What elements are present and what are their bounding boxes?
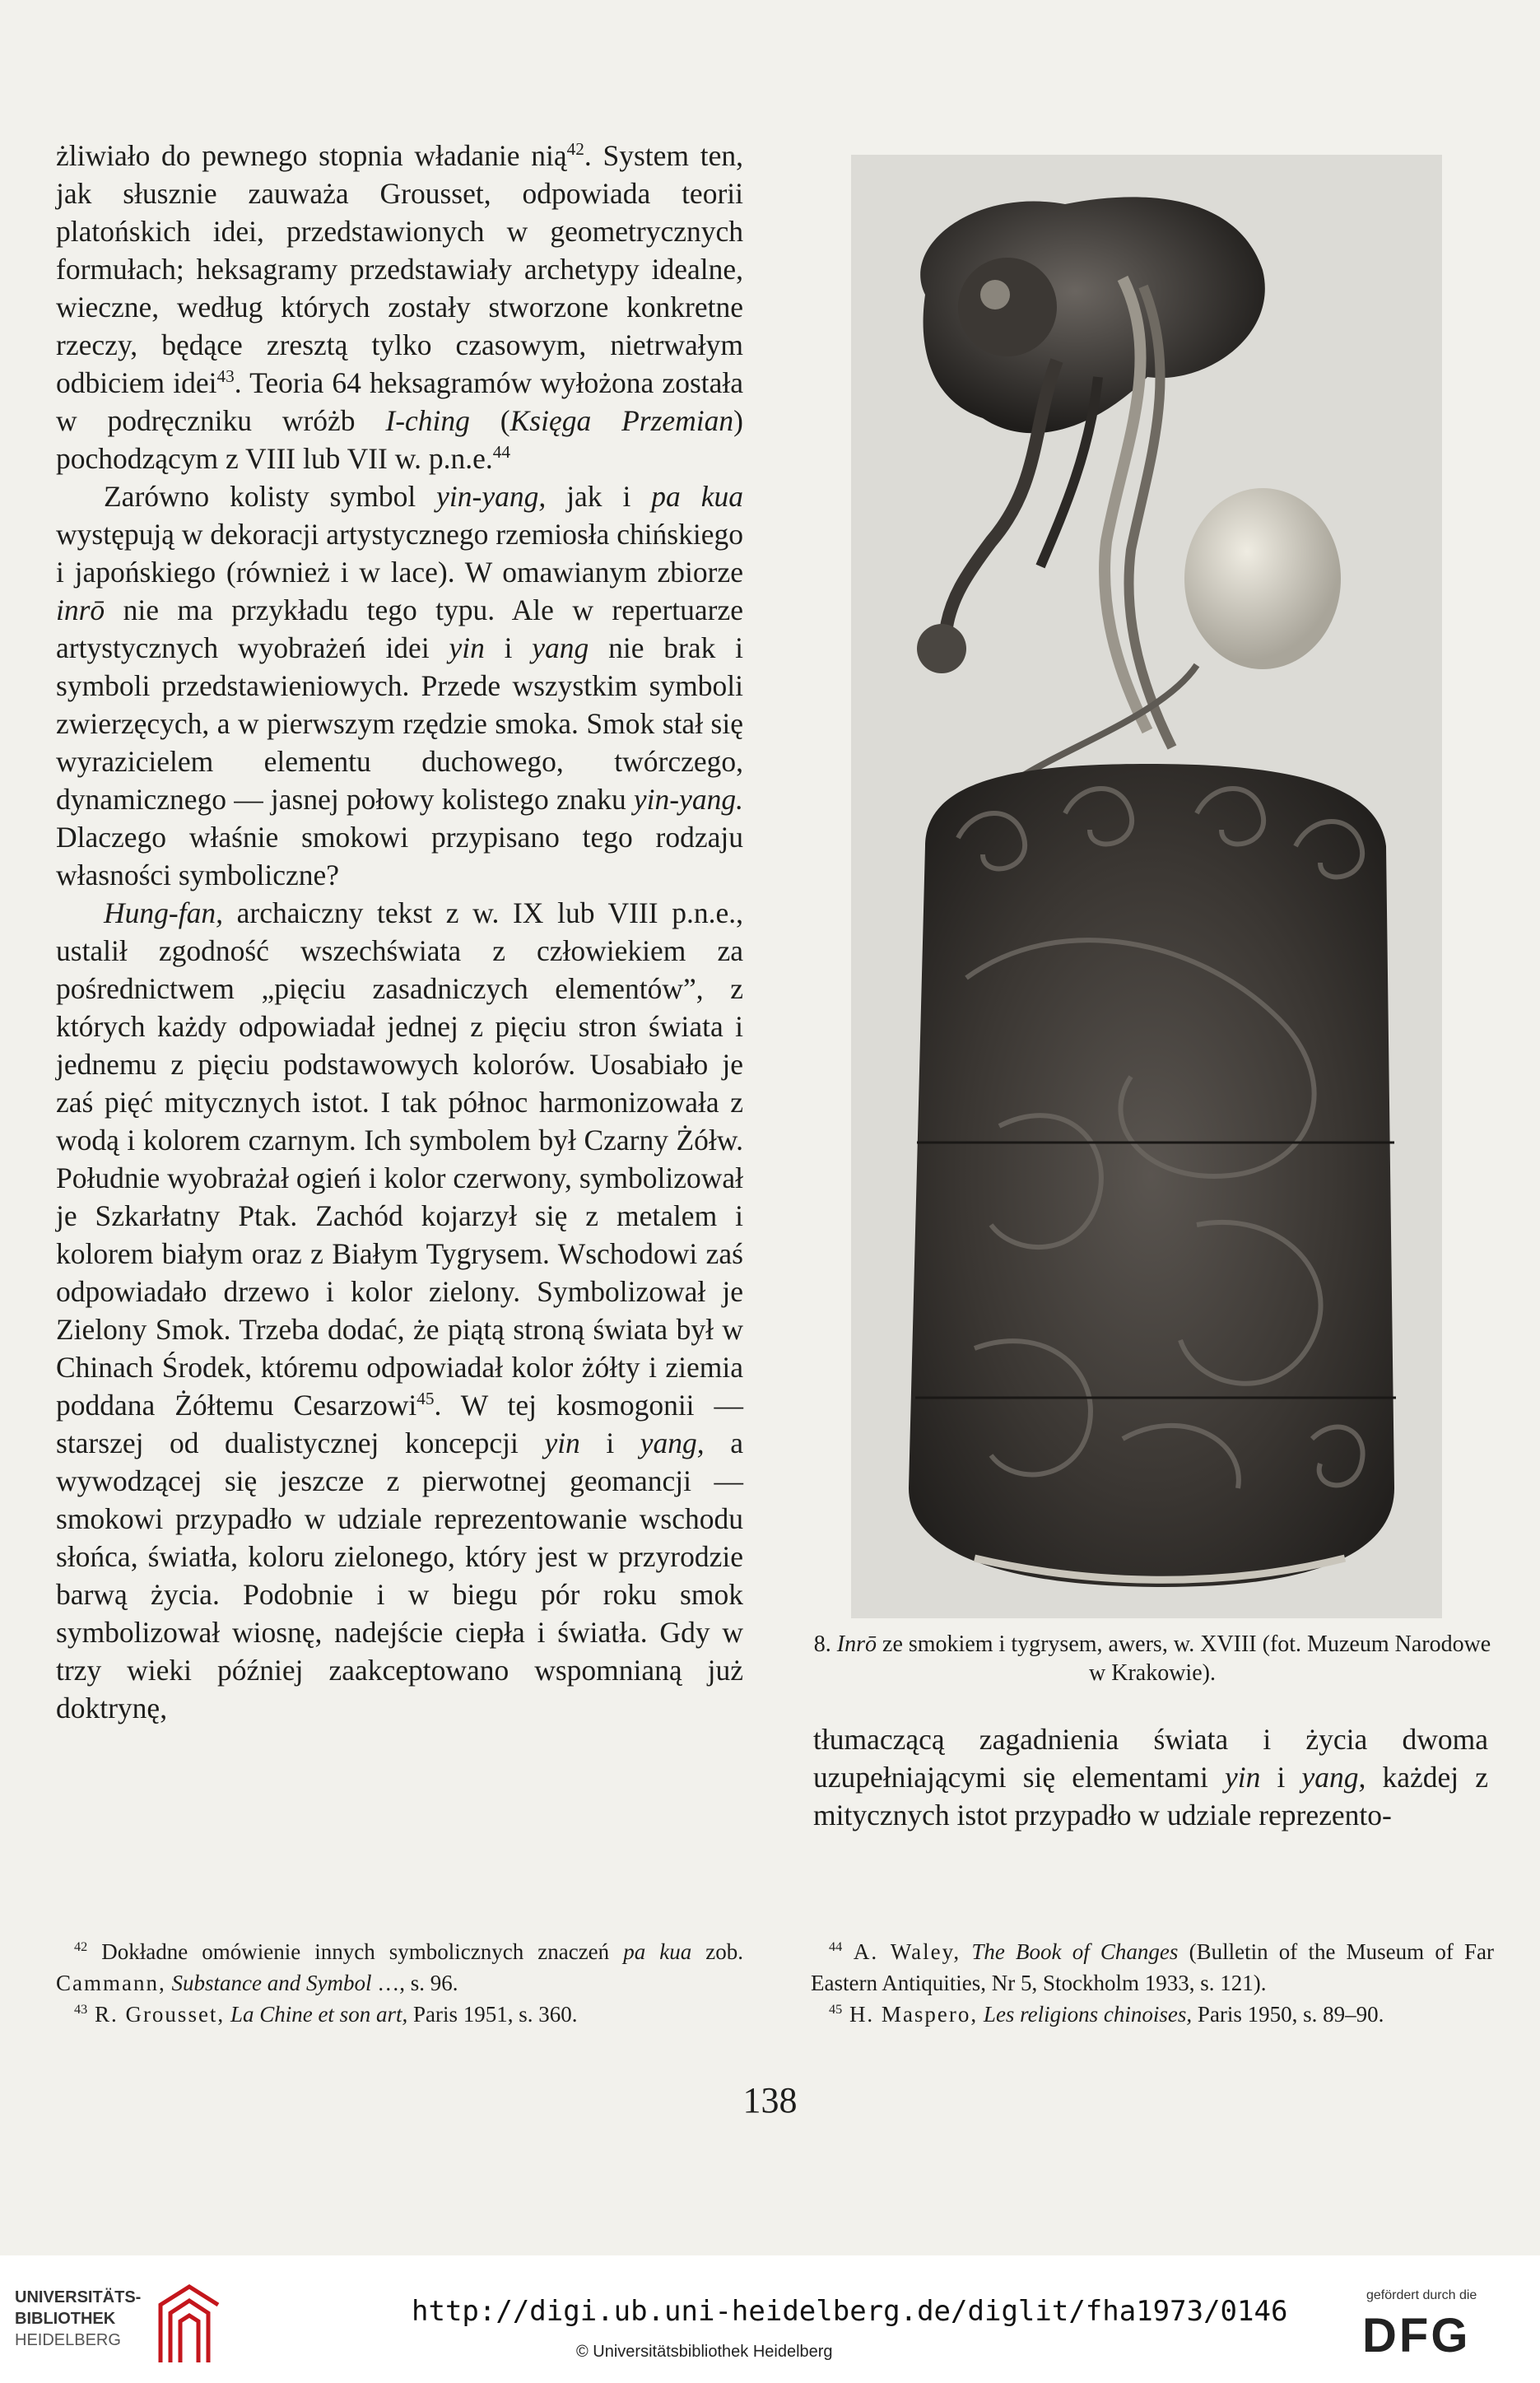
- copyright-notice: © Universitätsbibliothek Heidelberg: [576, 2343, 833, 2361]
- footnote-ref-43[interactable]: 43: [216, 366, 235, 387]
- footnote-44: $^{44}$ A. Waley, The Book of Changes (Bulletin of the Museum of Far Eastern Antiquities, Nr 5, Stockholm 1933, s. 121).: [811, 1939, 1494, 1995]
- footnote-ref-42[interactable]: 42: [566, 139, 584, 160]
- funding-label: gefördert durch die: [1366, 2288, 1477, 2302]
- paragraph-2: Zarówno kolisty symbol yin-yang, jak i pa kua występują w dekoracji artystycznego rzemiosła chińskiego i japońskiego (również i w lace). W omawianym zbiorze inrō nie ma przykładu tego typu. Ale w repertuarze artystycznych wyobrażeń idei yin i yang nie brak i symboli przedstawieniowych. Przede wszystkim symboli zwierzęcych, a w pierwszym rzędzie smoka. Smok stał się wyrazicielem elementu duchowego, twórczego, dynamicznego — jasnej połowy kolistego znaku yin-yang. Dlaczego właśnie smokowi przypisano tego rodzaju własności symboliczne?: [56, 480, 743, 891]
- right-text-column: [813, 1720, 1488, 1834]
- page-number: 138: [742, 2080, 798, 2120]
- paragraph-3: Hung-fan, archaiczny tekst z w. IX lub VIII p.n.e., ustalił zgodność wszechświata z człowiekiem za pośrednictwem „pięciu zasadniczych elementów”, z których każdy odpowiadał jednej z pięciu stron świata i jednemu z pięciu podstawowych kolorów. Uosabiało je zaś pięć mitycznych istot. I tak północ harmonizowała z wodą i kolorem czarnym. Ich symbolem był Czarny Żółw. Południe wyobrażał ogień i kolor czerwony, symbolizował je Szkarłatny Ptak. Zachód kojarzył się z metalem i kolorem białym oraz z Białym Tygrysem. Wschodowi zaś odpowiadało drzewo i kolor zielony. Symbolizował je Zielony Smok. Trzeba dodać, że piątą stroną świata był w Chinach Środek, któremu odpowiadał kolor żółty i ziemia poddana Żółtemu Cesarzowi$^{45}$. W tej kosmogonii — starszej od dualistycznej koncepcji yin i yang, a wywodzącej się jeszcze z pierwotnej geomancji — smokowi przypadło w udziale reprezentowanie wschodu słońca, światła, koloru zielonego, który jest w przyrodzie barwą życia. Podobnie i w biegu pór roku smok symbolizował wiosnę, nadejście ciepła i światła. Gdy w trzy wieki później zaakceptowano wspomnianą już doktrynę,: [56, 896, 743, 1724]
- inro-photograph: [851, 155, 1442, 1618]
- left-text-column: [56, 137, 743, 1727]
- footnote-45: $^{45}$ H. Maspero, Les religions chinoises, Paris 1950, s. 89–90.: [829, 2002, 1384, 2027]
- permalink-url[interactable]: http://digi.ub.uni-heidelberg.de/diglit/fha1973/0146: [412, 2295, 1288, 2328]
- library-logo-text[interactable]: UNIVERSITÄTS- BIBLIOTHEK HEIDELBERG: [15, 2288, 142, 2349]
- footnotes-left: [56, 1936, 743, 2030]
- footnote-ref-44[interactable]: 44: [492, 442, 510, 463]
- library-logo-icon[interactable]: [152, 2280, 226, 2367]
- inro-image: [851, 155, 1442, 1618]
- dfg-logo[interactable]: DFG: [1362, 2309, 1471, 2362]
- paragraph-continued: tłumaczącą zagadnienia świata i życia dwoma uzupełniającymi się elementami yin i yang, każdej z mitycznych istot przypadło w udziale reprezento-: [813, 1723, 1489, 1831]
- footnotes-right: [811, 1936, 1494, 2030]
- digitization-footer: [0, 2255, 1540, 2383]
- footnote-ref-45[interactable]: 45: [416, 1389, 435, 1409]
- inro-body: [909, 764, 1394, 1587]
- figure-caption: 8. Inrō ze smokiem i tygrysem, awers, w. XVIII (fot. Muzeum Narodowe w Krakowie).: [813, 1631, 1491, 1686]
- footnote-42: $^{42}$ Dokładne omówienie innych symbolicznych znaczeń pa kua zob. Cammann, Substance and Symbol …, s. 96.: [56, 1939, 744, 1995]
- footnote-43: $^{43}$ R. Grousset, La Chine et son art, Paris 1951, s. 360.: [74, 2002, 578, 2027]
- ojime-bead: [1184, 488, 1341, 669]
- paragraph-1: żliwiało do pewnego stopnia władanie nią$^{42}$. System ten, jak słusznie zauważa Grousset, odpowiada teorii platońskich idei, przedstawionych w geometrycznych formułach; heksagramy przedstawiały archetypy idealne, wieczne, według których zostały stworzone konkretne rzeczy, będące zresztą tylko czasowym, nietrwałym odbiciem idei$^{43}$. Teoria 64 heksagramów wyłożona została w podręczniku wróżb I-ching (Księga Przemian) pochodzącym z VIII lub VII w. p.n.e.$^{44}$: [56, 139, 743, 475]
